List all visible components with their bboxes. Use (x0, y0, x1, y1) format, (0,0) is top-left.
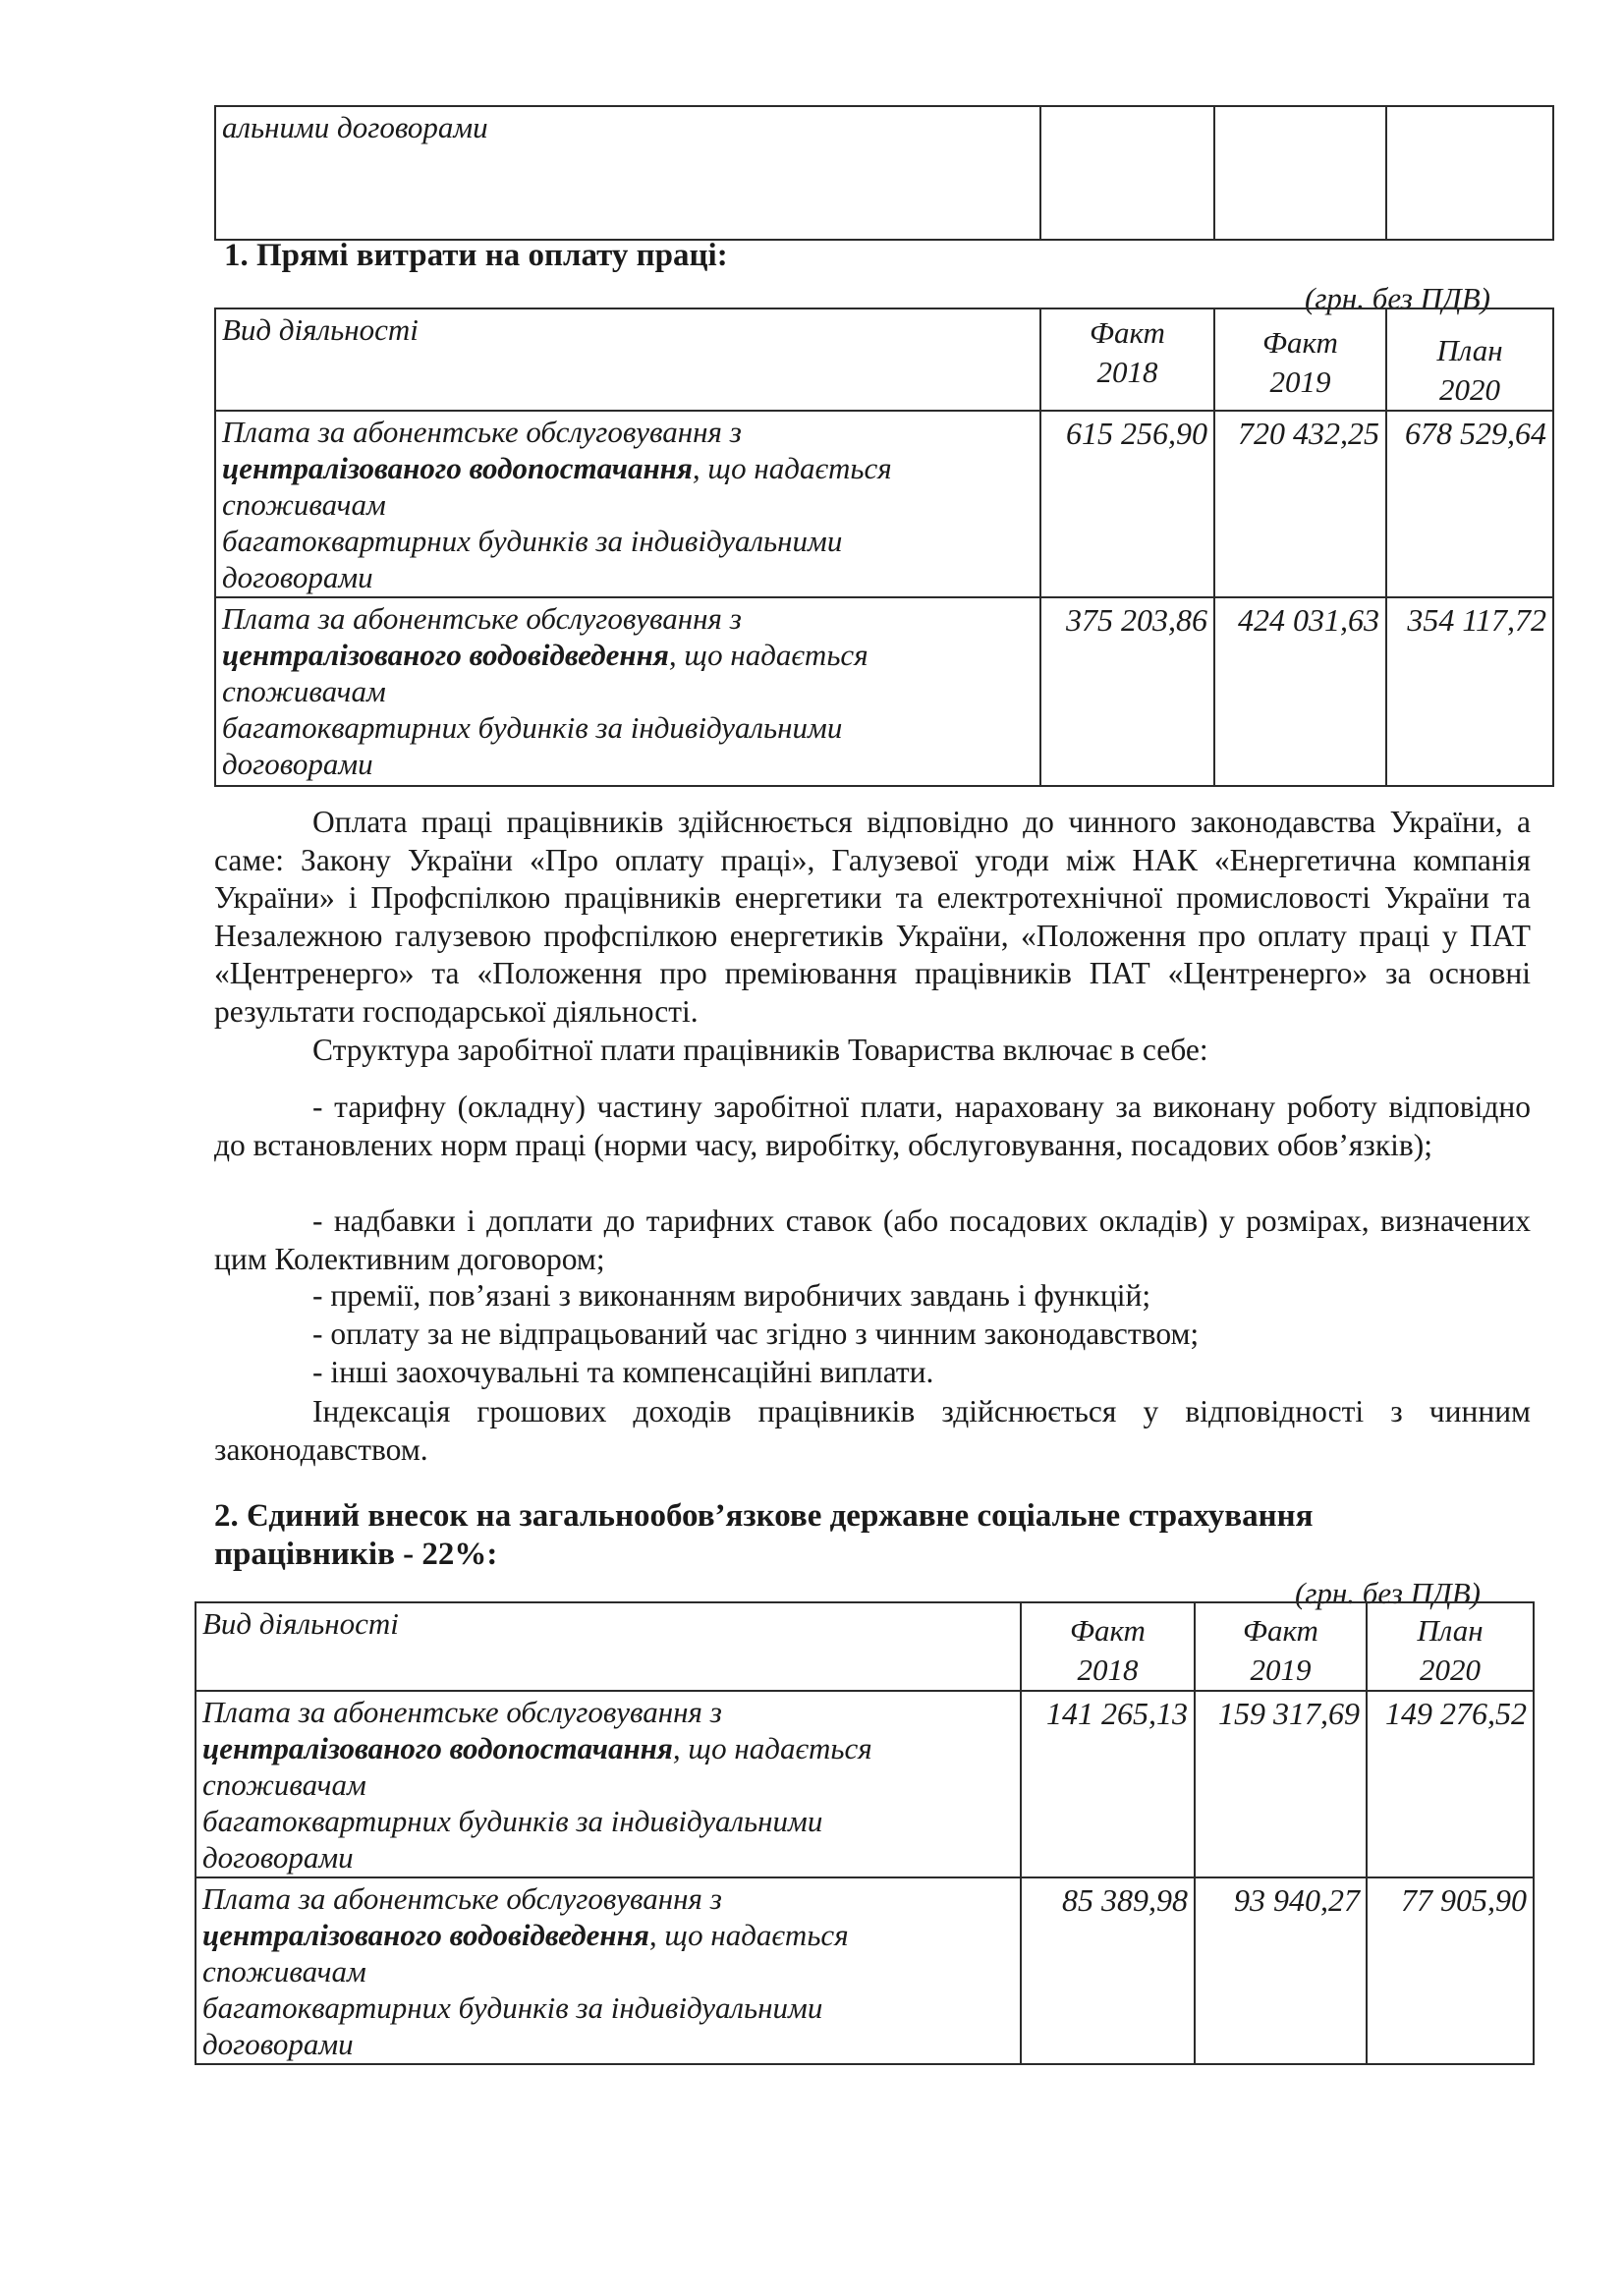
row-text-tail: , що надається (668, 638, 868, 672)
row-text: договорами (202, 1840, 354, 1875)
header-label: Факт (1262, 325, 1338, 360)
top-table-cell-empty (1040, 106, 1214, 240)
row-text (202, 1917, 1014, 1953)
row-description (196, 1877, 1021, 2064)
header-activity: Вид діяльності (196, 1602, 1021, 1691)
row-text: договорами (222, 560, 373, 594)
top-table-cell-empty (1386, 106, 1553, 240)
top-table-cell (215, 106, 1040, 240)
table-header-row (215, 308, 1553, 411)
row-text: Плата за абонентське обслуговування з (202, 1881, 722, 1916)
row-description (196, 1691, 1021, 1877)
header-year: 2019 (1250, 1652, 1312, 1687)
section-2-unit: (грн. без ПДВ) (1295, 1576, 1481, 1610)
top-table-cell-empty (1214, 106, 1386, 240)
header-year: 2019 (1269, 364, 1331, 399)
list-item-allowances: - надбавки і доплати до тарифних ставок (або посадових окладів) у розмірах, визначених цим Колективним договором; (214, 1204, 1531, 1276)
header-fact-2018 (1021, 1602, 1195, 1691)
table-row (196, 1691, 1534, 1877)
value-fact-2019: 424 031,63 (1214, 597, 1386, 786)
value-plan-2020: 678 529,64 (1386, 411, 1553, 597)
row-text-bold: централізованого водовідведення (202, 1918, 649, 1952)
row-text-tail: , що надається (648, 1918, 849, 1952)
row-text: Плата за абонентське обслуговування з (202, 1695, 722, 1729)
value-fact-2019: 159 317,69 (1195, 1691, 1367, 1877)
table-row (196, 1877, 1534, 2064)
header-label: Факт (1070, 1613, 1146, 1648)
section-2-title-line2: працівників - 22%: (214, 1537, 498, 1572)
row-text: Плата за абонентське обслуговування з (222, 415, 742, 449)
header-plan-2020 (1367, 1602, 1534, 1691)
row-text-tail: , що надається (692, 451, 892, 485)
row-text: споживачам (222, 487, 386, 522)
row-text: багатоквартирних будинків за індивідуальними (222, 710, 843, 745)
value-fact-2018: 141 265,13 (1021, 1691, 1195, 1877)
paragraph-wages: Оплата праці працівників здійснюється відповідно до чинного законодавства України, а саме: Закону України «Про оплату праці», Галузевої угоди між НАК «Енергетична компанія України» і Профспілкою працівників енергетики та електротехнічної промисловості України та Незалежною галузевою профспілкою енергетиків України, «Положення про оплату праці у ПАТ «Центренерго» та «Положення про преміювання працівників ПАТ «Центренерго» за основні результати господарської діяльності. (214, 805, 1531, 1029)
list-item-tariff: - тарифну (окладну) частину заробітної плати, нараховану за виконану роботу відповідно до встановлених норм праці (норми часу, виробітку, обслуговування, посадових обов’язків); (214, 1090, 1531, 1162)
top-table-text: альними договорами (222, 110, 488, 144)
row-text-bold: централізованого водопостачання (202, 1731, 673, 1765)
row-text: багатоквартирних будинків за індивідуальними (202, 1990, 823, 2025)
value-plan-2020: 149 276,52 (1367, 1691, 1534, 1877)
section-1-table (214, 308, 1554, 787)
header-fact-2018 (1040, 308, 1214, 411)
row-text: споживачам (222, 674, 386, 708)
table-header-row (196, 1602, 1534, 1691)
section-1-title: 1. Прямі витрати на оплату праці: (224, 238, 728, 273)
value-plan-2020: 354 117,72 (1386, 597, 1553, 786)
table-row (215, 411, 1553, 597)
list-item-bonuses: - премії, пов’язані з виконанням виробничих завдань і функцій; (312, 1278, 1151, 1313)
row-text-bold: централізованого водовідведення (222, 638, 669, 672)
list-item-other-payments: - інші заохочувальні та компенсаційні виплати. (312, 1355, 934, 1389)
row-text-bold: централізованого водопостачання (222, 451, 693, 485)
row-description (215, 597, 1040, 786)
header-year: 2018 (1077, 1652, 1139, 1687)
row-text: багатоквартирних будинків за індивідуальними (202, 1804, 823, 1838)
table-row (215, 597, 1553, 786)
list-item-unworked-time: - оплату за не відпрацьований час згідно з чинним законодавством; (312, 1316, 1200, 1351)
row-text: споживачам (202, 1954, 366, 1988)
header-label: Факт (1243, 1613, 1318, 1648)
row-text: Плата за абонентське обслуговування з (222, 601, 742, 636)
header-label: Факт (1090, 315, 1165, 350)
header-fact-2019 (1195, 1602, 1367, 1691)
paragraph-structure: Структура заробітної плати працівників Товариства включає в себе: (312, 1033, 1208, 1067)
row-text (222, 450, 1034, 486)
value-fact-2019: 720 432,25 (1214, 411, 1386, 597)
header-year: 2020 (1420, 1652, 1481, 1687)
row-description (215, 411, 1040, 597)
section-2-title-line1: 2. Єдиний внесок на загальнообов’язкове державне соціальне страхування (214, 1498, 1314, 1534)
section-2-table (195, 1601, 1535, 2065)
row-text-tail: , що надається (672, 1731, 872, 1765)
value-fact-2019: 93 940,27 (1195, 1877, 1367, 2064)
header-year: 2018 (1096, 355, 1158, 389)
row-text (222, 637, 1034, 673)
value-plan-2020: 77 905,90 (1367, 1877, 1534, 2064)
header-plan-2020 (1386, 308, 1553, 411)
header-year: 2020 (1439, 372, 1500, 407)
value-fact-2018: 615 256,90 (1040, 411, 1214, 597)
header-activity: Вид діяльності (215, 308, 1040, 411)
value-fact-2018: 375 203,86 (1040, 597, 1214, 786)
row-text: багатоквартирних будинків за індивідуальними (222, 524, 843, 558)
row-text: договорами (202, 2027, 354, 2061)
top-table (214, 105, 1554, 241)
header-label: План (1436, 333, 1503, 367)
value-fact-2018: 85 389,98 (1021, 1877, 1195, 2064)
header-label: План (1417, 1613, 1484, 1648)
row-text (202, 1730, 1014, 1766)
header-fact-2019 (1214, 308, 1386, 411)
paragraph-indexation: Індексація грошових доходів працівників здійснюється у відповідності з чинним законодавством. (214, 1394, 1531, 1467)
section-1-unit: (грн. без ПДВ) (1305, 281, 1490, 315)
row-text: договорами (222, 747, 373, 781)
row-text: споживачам (202, 1767, 366, 1802)
